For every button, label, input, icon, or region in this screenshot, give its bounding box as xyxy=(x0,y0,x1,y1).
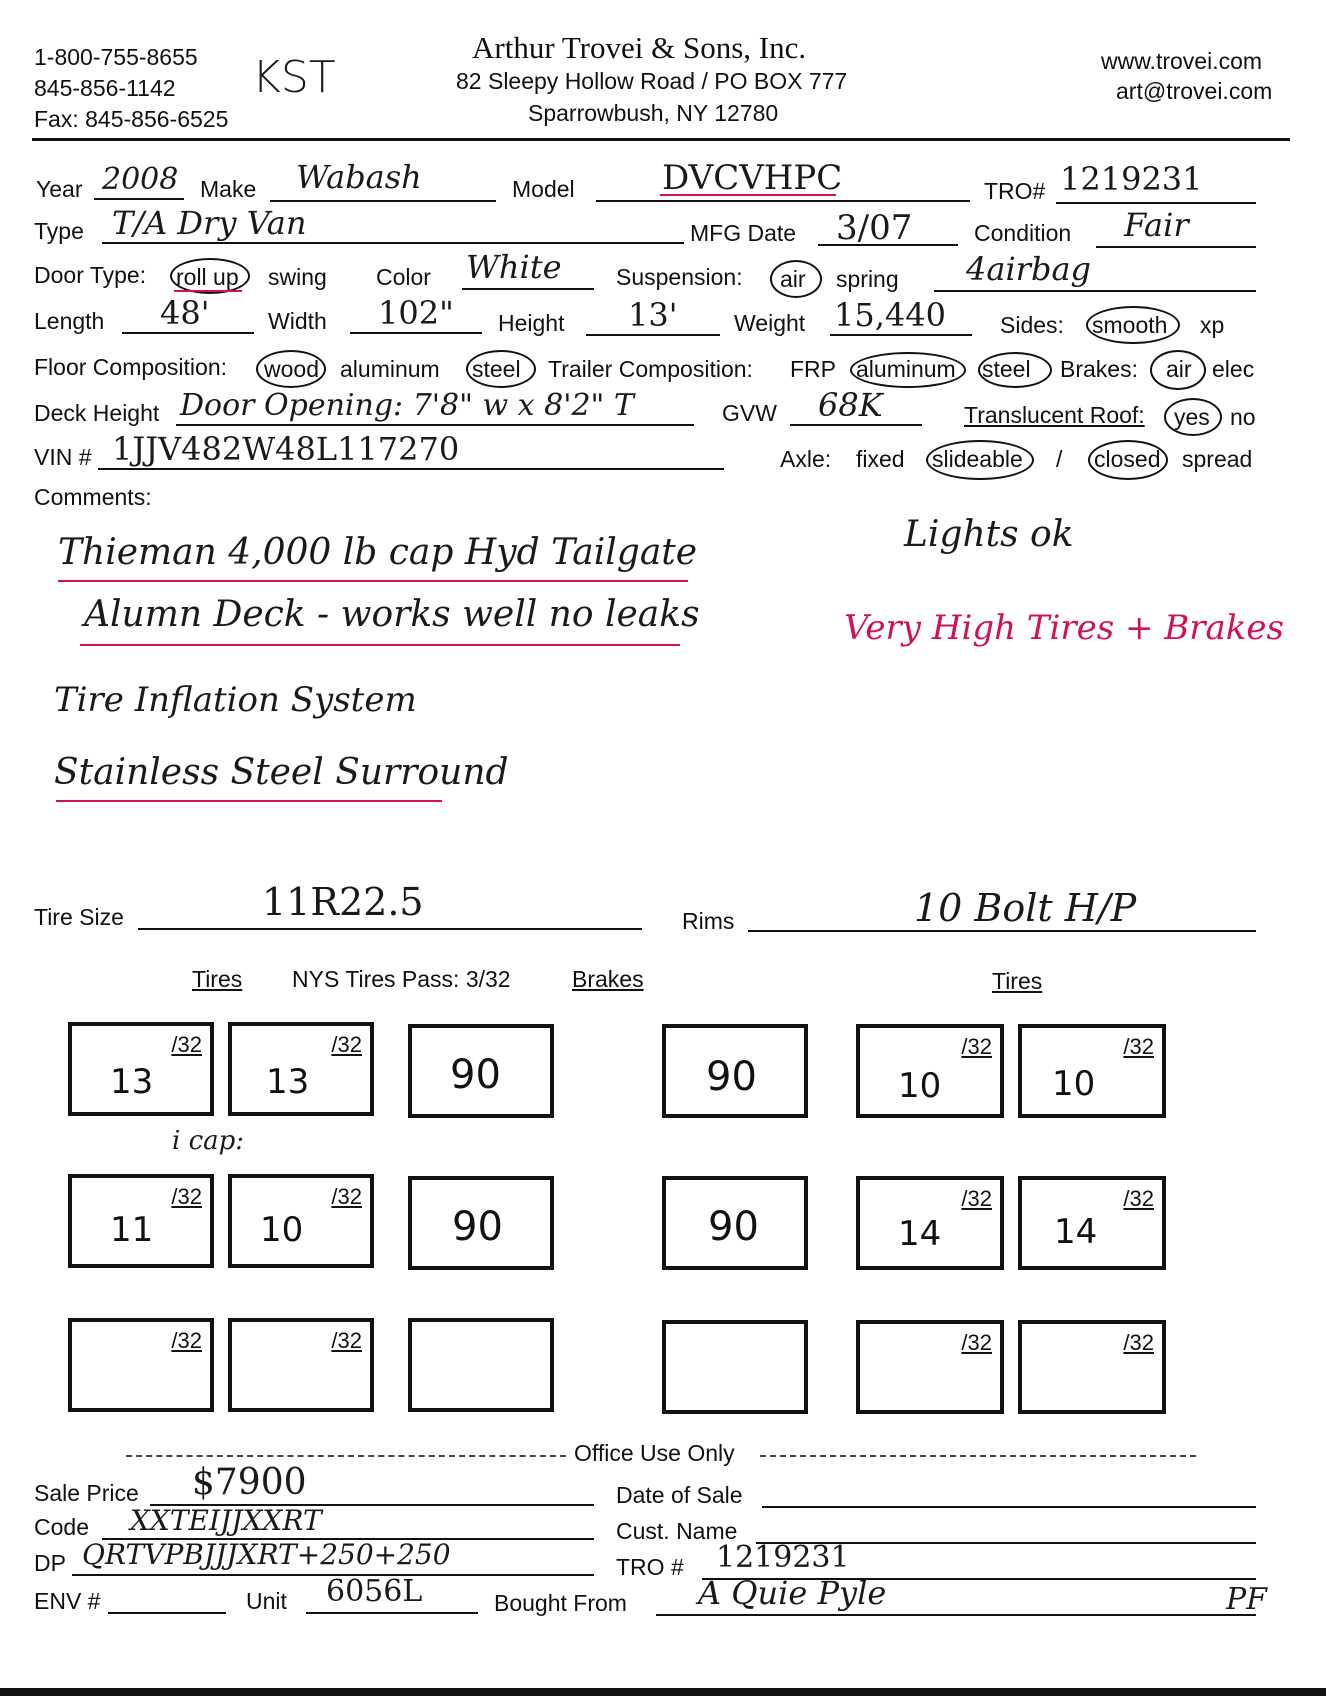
scan-bottom-edge xyxy=(0,1688,1326,1696)
condition-label: Condition xyxy=(974,220,1072,246)
office-divider-right xyxy=(760,1455,1196,1457)
color-value: White xyxy=(466,248,562,286)
door-option-swing[interactable]: swing xyxy=(268,264,327,290)
brake-percent: 90 xyxy=(706,1054,757,1100)
depth-unit: /32 xyxy=(961,1330,992,1355)
company-address-2: Sparrowbush, NY 12780 xyxy=(528,100,779,126)
year-label: Year xyxy=(36,176,83,202)
depth-unit: /32 xyxy=(331,1328,362,1353)
year-value: 2008 xyxy=(102,162,179,197)
mfg-date-value: 3/07 xyxy=(836,208,913,248)
type-line xyxy=(102,242,684,244)
model-underline-pink xyxy=(660,194,836,196)
brake-box[interactable] xyxy=(662,1176,808,1270)
axle-option-spread[interactable]: spread xyxy=(1182,446,1253,472)
tire-box[interactable] xyxy=(1018,1024,1166,1118)
floor-steel-circle xyxy=(466,350,536,388)
tire-size-line xyxy=(138,928,642,930)
tire-box[interactable] xyxy=(856,1320,1004,1414)
sides-label: Sides: xyxy=(1000,312,1064,338)
vin-value: 1JJV482W48L117270 xyxy=(112,430,460,468)
brakes-option-elec[interactable]: elec xyxy=(1212,356,1255,382)
company-website[interactable]: www.trovei.com xyxy=(1101,48,1263,74)
type-value: T/A Dry Van xyxy=(112,204,307,242)
depth-unit: /32 xyxy=(331,1032,362,1057)
dp-label: DP xyxy=(34,1550,66,1576)
width-label: Width xyxy=(268,308,327,334)
brakes-heading: Brakes xyxy=(572,966,644,992)
rims-line xyxy=(748,930,1256,932)
tire-box[interactable] xyxy=(856,1024,1004,1118)
code-label: Code xyxy=(34,1514,89,1540)
office-initials: PF xyxy=(1226,1582,1268,1617)
model-line xyxy=(596,200,970,202)
make-value: Wabash xyxy=(296,158,422,196)
mfg-date-label: MFG Date xyxy=(690,220,797,246)
tire-depth: 10 xyxy=(260,1210,304,1250)
depth-unit: /32 xyxy=(171,1184,202,1209)
make-line xyxy=(270,200,496,202)
deck-line xyxy=(176,424,694,426)
cust-name-label: Cust. Name xyxy=(616,1518,738,1544)
date-of-sale-label: Date of Sale xyxy=(616,1482,743,1508)
vin-line xyxy=(98,468,724,470)
tire-box[interactable] xyxy=(68,1318,214,1412)
env-line xyxy=(108,1612,226,1614)
comment-line-1: Thieman 4,000 lb cap Hyd Tailgate xyxy=(58,532,698,573)
office-tro-label: TRO # xyxy=(616,1554,684,1580)
cap-note: i cap: xyxy=(172,1126,245,1156)
brake-percent: 90 xyxy=(452,1204,503,1250)
depth-unit: /32 xyxy=(961,1034,992,1059)
bought-from-value: A Quie Pyle xyxy=(698,1574,887,1612)
phone-2: 845-856-1142 xyxy=(34,75,176,101)
axle-slideable-circle xyxy=(926,440,1034,480)
condition-line xyxy=(1096,246,1256,248)
gvw-line xyxy=(790,424,922,426)
tire-depth: 10 xyxy=(1052,1064,1096,1104)
length-value: 48' xyxy=(160,294,210,332)
weight-value: 15,440 xyxy=(834,296,946,334)
initials-kst: KST xyxy=(252,52,336,103)
date-of-sale-line xyxy=(762,1506,1256,1508)
model-label: Model xyxy=(512,176,575,202)
width-line xyxy=(350,332,482,334)
brakes-option-air[interactable]: air xyxy=(1166,356,1192,382)
brake-percent: 90 xyxy=(708,1204,759,1250)
tire-box[interactable] xyxy=(1018,1320,1166,1414)
sides-option-smooth[interactable]: smooth xyxy=(1092,312,1168,338)
comment-line-2: Alumn Deck - works well no leaks xyxy=(84,594,700,635)
code-value: XXTEIJJXXRT xyxy=(130,1504,322,1537)
comment-line-4: Stainless Steel Surround xyxy=(54,752,509,793)
trailer-option-frp[interactable]: FRP xyxy=(790,356,836,382)
tire-size-label: Tire Size xyxy=(34,904,124,930)
comment-1-underline-pink xyxy=(58,580,688,582)
mfg-line xyxy=(818,244,958,246)
suspension-option-air[interactable]: air xyxy=(780,266,806,292)
comment-right-lights: Lights ok xyxy=(904,514,1074,555)
door-type-label: Door Type: xyxy=(34,262,147,288)
rims-value: 10 Bolt H/P xyxy=(914,886,1137,930)
company-address-1: 82 Sleepy Hollow Road / PO BOX 777 xyxy=(456,68,848,94)
suspension-air-circle xyxy=(770,260,822,298)
bought-from-label: Bought From xyxy=(494,1590,627,1616)
axle-label: Axle: xyxy=(780,446,832,472)
depth-unit: /32 xyxy=(1123,1330,1154,1355)
suspension-value: 4airbag xyxy=(966,250,1092,288)
depth-unit: /32 xyxy=(171,1328,202,1353)
company-email[interactable]: art@trovei.com xyxy=(1116,78,1273,104)
depth-unit: /32 xyxy=(961,1186,992,1211)
deck-height-label: Deck Height xyxy=(34,400,160,426)
depth-unit: /32 xyxy=(171,1032,202,1057)
brake-box[interactable] xyxy=(408,1024,554,1118)
tro-line xyxy=(1056,202,1256,204)
tire-box[interactable] xyxy=(228,1318,374,1412)
tire-box[interactable] xyxy=(856,1176,1004,1270)
floor-option-aluminum[interactable]: aluminum xyxy=(340,356,440,382)
door-option-rollup[interactable]: roll up xyxy=(176,264,239,290)
tire-depth: 10 xyxy=(898,1066,942,1106)
sides-smooth-circle xyxy=(1086,306,1180,344)
brake-percent: 90 xyxy=(450,1052,501,1098)
tires-left-heading: Tires xyxy=(192,966,243,992)
brake-box[interactable] xyxy=(662,1024,808,1118)
roof-option-yes[interactable]: yes xyxy=(1174,404,1210,430)
axle-option-closed[interactable]: closed xyxy=(1094,446,1161,472)
year-line xyxy=(94,198,184,200)
gvw-label: GVW xyxy=(722,400,777,426)
door-rollup-circle xyxy=(170,258,250,294)
tro-value: 1219231 xyxy=(1060,160,1203,198)
tire-box[interactable] xyxy=(68,1022,214,1116)
color-line xyxy=(462,288,594,290)
company-name: Arthur Trovei & Sons, Inc. xyxy=(472,30,807,65)
color-label: Color xyxy=(376,264,431,290)
tro-label: TRO# xyxy=(984,178,1046,204)
office-tro-value: 1219231 xyxy=(716,1540,850,1575)
axle-option-slideable[interactable]: slideable xyxy=(932,446,1023,472)
trailer-composition-label: Trailer Composition: xyxy=(548,356,753,382)
comment-line-3: Tire Inflation System xyxy=(54,680,417,720)
weight-line xyxy=(830,334,972,336)
tire-box[interactable] xyxy=(228,1174,374,1268)
unit-label: Unit xyxy=(246,1588,287,1614)
weight-label: Weight xyxy=(734,310,806,336)
comments-label: Comments: xyxy=(34,484,152,510)
roof-option-no[interactable]: no xyxy=(1230,404,1256,430)
tire-depth: 14 xyxy=(1054,1212,1098,1252)
tire-depth: 11 xyxy=(110,1210,154,1250)
tire-box[interactable] xyxy=(68,1174,214,1268)
depth-unit: /32 xyxy=(1123,1186,1154,1211)
axle-closed-circle xyxy=(1088,440,1168,480)
trailer-option-steel[interactable]: steel xyxy=(982,356,1031,382)
suspension-label: Suspension: xyxy=(616,264,743,290)
tires-right-heading: Tires xyxy=(992,968,1043,994)
trailer-aluminum-circle xyxy=(850,352,966,388)
depth-unit: /32 xyxy=(1123,1034,1154,1059)
sale-price-value: $7900 xyxy=(192,1462,307,1503)
brake-box[interactable] xyxy=(662,1320,808,1414)
sides-option-xp[interactable]: xp xyxy=(1200,312,1225,338)
gvw-value: 68K xyxy=(818,386,883,424)
door-underline-pink xyxy=(174,290,242,292)
suspension-line xyxy=(934,290,1256,292)
tire-size-value: 11R22.5 xyxy=(262,880,424,924)
tire-box[interactable] xyxy=(228,1022,374,1116)
trailer-option-aluminum[interactable]: aluminum xyxy=(856,356,956,382)
length-line xyxy=(122,332,254,334)
unit-line xyxy=(306,1612,478,1614)
tire-depth: 14 xyxy=(898,1214,942,1254)
office-use-only-title: Office Use Only xyxy=(574,1440,735,1466)
office-divider-left xyxy=(126,1455,566,1457)
depth-unit: /32 xyxy=(331,1184,362,1209)
bought-from-line xyxy=(656,1614,1256,1616)
brake-box[interactable] xyxy=(408,1318,554,1412)
brake-box[interactable] xyxy=(408,1176,554,1270)
comment-right-tires-brakes: Very High Tires + Brakes xyxy=(844,608,1284,648)
sale-price-label: Sale Price xyxy=(34,1480,139,1506)
rims-label: Rims xyxy=(682,908,735,934)
tire-depth: 13 xyxy=(110,1062,154,1102)
condition-value: Fair xyxy=(1124,206,1189,244)
roof-yes-circle xyxy=(1164,398,1222,436)
phone-1: 1-800-755-8655 xyxy=(34,44,198,70)
tire-box[interactable] xyxy=(1018,1176,1166,1270)
env-label: ENV # xyxy=(34,1588,101,1614)
height-label: Height xyxy=(498,310,565,336)
height-value: 13' xyxy=(628,296,678,334)
translucent-roof-label: Translucent Roof: xyxy=(964,402,1145,428)
brakes-air-circle xyxy=(1150,350,1206,390)
floor-option-steel[interactable]: steel xyxy=(472,356,521,382)
height-line xyxy=(586,334,720,336)
floor-wood-circle xyxy=(256,350,326,388)
fax-number: Fax: 845-856-6525 xyxy=(34,106,229,132)
axle-option-fixed[interactable]: fixed xyxy=(856,446,905,472)
model-value: DVCVHPC xyxy=(662,158,843,198)
comment-2-underline-pink xyxy=(80,644,680,646)
make-label: Make xyxy=(200,176,257,202)
suspension-option-spring[interactable]: spring xyxy=(836,266,899,292)
floor-composition-label: Floor Composition: xyxy=(34,354,228,380)
header-divider xyxy=(32,138,1290,141)
length-label: Length xyxy=(34,308,105,334)
floor-option-wood[interactable]: wood xyxy=(264,356,319,382)
unit-value: 6056L xyxy=(326,1574,423,1609)
width-value: 102" xyxy=(378,294,454,332)
axle-separator: / xyxy=(1056,446,1063,472)
trailer-steel-circle xyxy=(978,352,1052,388)
tire-depth: 13 xyxy=(266,1062,310,1102)
comment-4-underline-pink xyxy=(56,800,442,802)
type-label: Type xyxy=(34,218,84,244)
nys-pass-note: NYS Tires Pass: 3/32 xyxy=(292,966,511,992)
dp-value: QRTVPBJJJXRT+250+250 xyxy=(82,1538,451,1571)
vin-label: VIN # xyxy=(34,444,92,470)
deck-height-value: Door Opening: 7'8" w x 8'2" T xyxy=(180,388,634,423)
brakes-label: Brakes: xyxy=(1060,356,1138,382)
